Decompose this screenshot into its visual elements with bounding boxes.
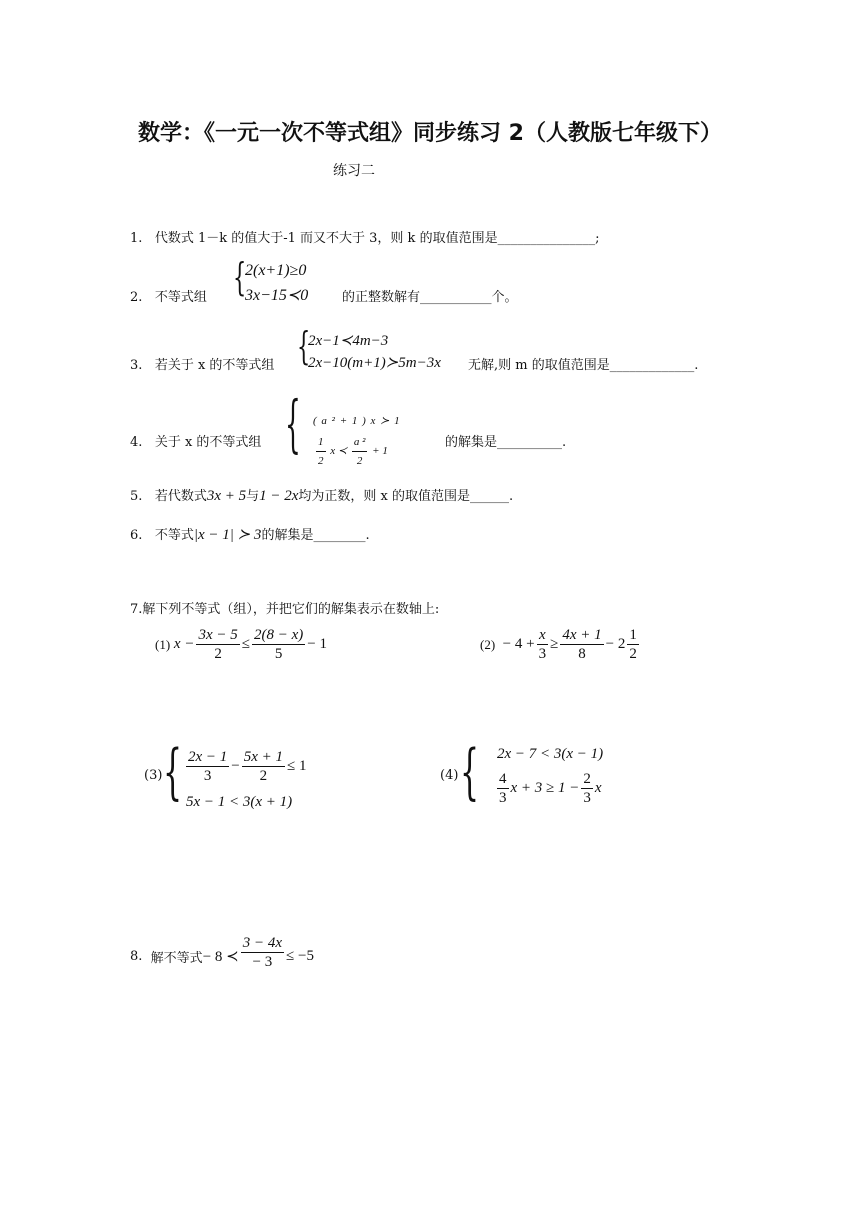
question-end: . xyxy=(509,489,514,504)
operator: − xyxy=(231,758,240,774)
system-row-2 xyxy=(495,770,602,807)
problem-7-1 xyxy=(155,626,327,663)
problem-label: (4) xyxy=(440,768,459,783)
question-number: 1. xyxy=(130,231,143,246)
expression: |x − 1| ≻ 3 xyxy=(193,527,262,543)
question-3-tail xyxy=(468,354,698,373)
question-end: 个。 xyxy=(491,290,518,305)
question-text: 均为正数，则 x 的取值范围是 xyxy=(298,489,471,504)
question-text: 的解集是 xyxy=(445,435,498,450)
relation: ≤ xyxy=(241,636,250,652)
question-number: 5. xyxy=(130,489,143,504)
fraction: $\frac{4x + 1}{8}$ xyxy=(562,627,602,662)
problem-label: (1) xyxy=(155,636,171,652)
system-row-1: 2x−1≺4m−3 xyxy=(308,333,389,349)
answer-blank[interactable]: _______________ xyxy=(497,231,596,246)
page-title: 数学：《一元一次不等式组》同步练习 2（人教版七年级下） xyxy=(138,121,722,146)
question-text: 若关于 x 的不等式组 xyxy=(154,358,275,373)
system-brace: { xyxy=(285,387,301,460)
fraction: $\frac{x}{3}$ xyxy=(538,627,547,662)
question-number: 4. xyxy=(130,435,143,450)
fraction: $\frac{2x - 1}{3}$ xyxy=(188,749,228,784)
answer-blank[interactable]: ___________ xyxy=(420,290,492,305)
fraction: $\frac{1}{2}$ xyxy=(629,627,637,662)
system-row-2: 3x−15≺0 xyxy=(245,287,309,304)
fraction: $\frac{2(8 - x)}{5}$ xyxy=(253,627,304,662)
question-text: 解不等式 xyxy=(150,951,203,966)
fraction: $\frac{5x + 1}{2}$ xyxy=(243,749,284,784)
expression: − 4 + xyxy=(502,636,535,652)
answer-blank[interactable]: ________ xyxy=(313,528,366,543)
answer-blank[interactable]: __________ xyxy=(497,435,563,450)
question-7-heading: 7.解下列不等式（组），并把它们的解集表示在数轴上: xyxy=(130,602,440,617)
question-6 xyxy=(130,524,370,544)
expression: − 1 xyxy=(307,636,327,652)
problem-7-2 xyxy=(480,626,641,663)
question-text: 代数式 1－k 的值大于-1 而又不大于 3，则 k 的取值范围是 xyxy=(154,231,498,246)
fraction: $\frac{4}{3}$ xyxy=(499,771,507,806)
expression: x xyxy=(594,780,602,796)
question-3 xyxy=(130,354,274,373)
expression: x + 3 ≥ 1 − xyxy=(510,780,580,796)
expression: ≤ −5 xyxy=(286,948,314,964)
question-2-tail xyxy=(342,286,518,305)
expression: x − xyxy=(173,636,195,652)
system-row-2: 2x−10(m+1)≻5m−3x xyxy=(308,355,441,371)
question-1 xyxy=(130,227,599,246)
question-end: . xyxy=(365,528,370,543)
question-2 xyxy=(130,286,207,305)
question-text: 的正整数解有 xyxy=(342,290,421,305)
question-text: 若代数式 xyxy=(154,489,207,504)
system-brace: { xyxy=(163,737,183,807)
system-row-1: ( a ² + 1 ) x ≻ 1 xyxy=(313,415,401,427)
question-8 xyxy=(130,935,314,971)
expression: 1 − 2x xyxy=(259,488,299,504)
question-end: . xyxy=(694,358,699,373)
system-brace: { xyxy=(297,324,311,368)
question-number: 8. xyxy=(130,949,143,964)
expression: 3x + 5 xyxy=(206,488,247,504)
problem-label: (2) xyxy=(480,636,496,652)
relation: ≤ 1 xyxy=(287,758,307,774)
problem-label: (3) xyxy=(144,768,163,783)
system-row-1: 2x − 7 < 3(x − 1) xyxy=(497,746,604,762)
question-number: 6. xyxy=(130,528,143,543)
question-4 xyxy=(130,431,261,450)
question-5 xyxy=(130,485,513,505)
system-row-1 xyxy=(184,748,307,785)
question-text: 关于 x 的不等式组 xyxy=(154,435,262,450)
fraction: $\frac{3 - 4x}{- 3}$ xyxy=(242,935,282,970)
question-text: 无解,则 m 的取值范围是 xyxy=(468,358,610,373)
question-4-tail xyxy=(445,431,566,450)
question-end: ; xyxy=(595,231,600,246)
question-text: 与 xyxy=(246,489,260,504)
question-end: . xyxy=(562,435,567,450)
system-brace: { xyxy=(233,255,247,299)
question-text: 的解集是 xyxy=(261,528,314,543)
question-text: 不等式 xyxy=(154,528,194,543)
expression: − 8 ≺ xyxy=(202,949,239,965)
system-row-2: 5x − 1 < 3(x + 1) xyxy=(186,794,293,810)
question-number: 3. xyxy=(130,358,143,373)
page-subtitle: 练习二 xyxy=(333,163,375,179)
answer-blank[interactable]: _____________ xyxy=(609,358,695,373)
relation: ≥ xyxy=(550,636,559,652)
question-number: 2. xyxy=(130,290,143,305)
system-row-1: 2(x+1)≥0 xyxy=(245,262,307,279)
expression: − 2 xyxy=(605,636,626,652)
question-text: 不等式组 xyxy=(154,290,207,305)
fraction: $\frac{2}{3}$ xyxy=(583,771,591,806)
fraction: $\frac{3x - 5}{2}$ xyxy=(198,627,238,662)
system-brace: { xyxy=(460,737,480,807)
answer-blank[interactable]: ______ xyxy=(470,489,510,504)
system-row-2: $\frac{1}{2}$ x ≺ $\frac{\text{a ²}}{2}$ + 1 xyxy=(314,433,388,470)
